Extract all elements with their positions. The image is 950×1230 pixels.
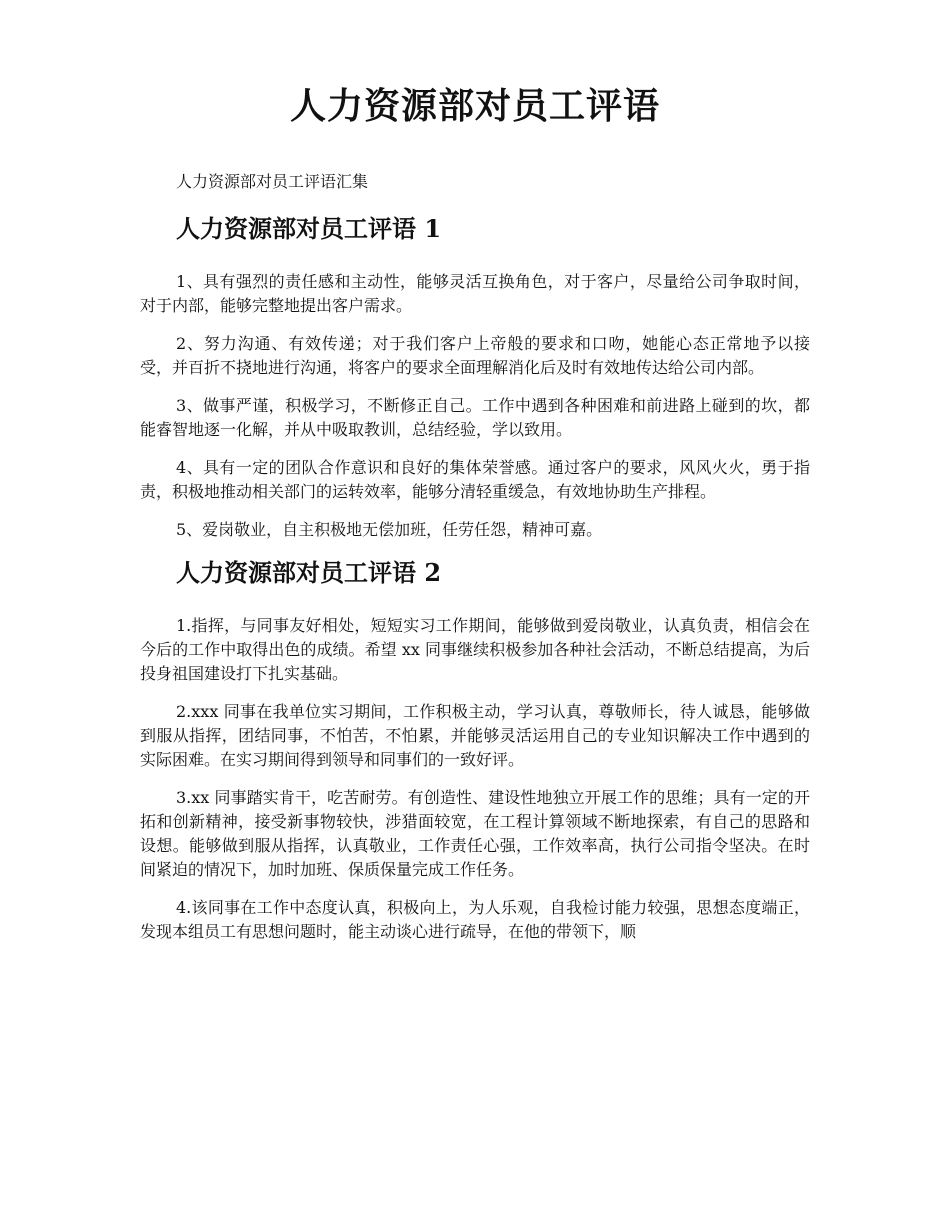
section-2: [140, 556, 810, 944]
paragraph: 1.指挥，与同事友好相处，短短实习工作期间，能够做到爱岗敬业，认真负责，相信会在今后的工作中取得出色的成绩。希望 xx 同事继续积极参加各种社会活动，不断总结提高，为后投身祖国建设打下扎实基础。: [140, 616, 810, 683]
section-heading: 人力资源部对员工评语 2: [176, 558, 442, 587]
section-heading: 人力资源部对员工评语 1: [176, 214, 442, 243]
paragraph: 1、具有强烈的责任感和主动性，能够灵活互换角色，对于客户，尽量给公司争取时间，对于内部，能够完整地提出客户需求。: [140, 272, 810, 315]
paragraph: 4、具有一定的团队合作意识和良好的集体荣誉感。通过客户的要求，风风火火，勇于指责，积极地推动相关部门的运转效率，能够分清轻重缓急，有效地协助生产排程。: [140, 458, 810, 501]
paragraph: 4.该同事在工作中态度认真，积极向上，为人乐观，自我检讨能力较强，思想态度端正，发现本组员工有思想问题时，能主动谈心进行疏导，在他的带领下，顺: [140, 898, 810, 941]
paragraph: 2、努力沟通、有效传递；对于我们客户上帝般的要求和口吻，她能心态正常地予以接受，并百折不挠地进行沟通，将客户的要求全面理解消化后及时有效地传达给公司内部。: [140, 334, 810, 377]
document-body: [140, 170, 810, 958]
paragraph: 5、爱岗敬业，自主积极地无偿加班，任劳任怨，精神可嘉。: [176, 520, 603, 539]
document-title: 人力资源部对员工评语: [289, 85, 660, 127]
document-subtitle: 人力资源部对员工评语汇集: [176, 172, 369, 191]
section-1: [140, 212, 810, 542]
paragraph: 2.xxx 同事在我单位实习期间，工作积极主动，学习认真，尊敬师长，待人诚恳，能够做到服从指挥，团结同事，不怕苦，不怕累，并能够灵活运用自己的专业知识解决工作中遇到的实际困难。在实习期间得到领导和同事们的一致好评。: [140, 702, 810, 769]
paragraph: 3、做事严谨，积极学习，不断修正自己。工作中遇到各种困难和前进路上碰到的坎，都能睿智地逐一化解，并从中吸取教训，总结经验，学以致用。: [140, 396, 810, 439]
paragraph: 3.xx 同事踏实肯干，吃苦耐劳。有创造性、建设性地独立开展工作的思维；具有一定的开拓和创新精神，接受新事物较快，涉猎面较宽，在工程计算领域不断地探索，有自己的思路和设想。能够做到服从指挥，认真敬业，工作责任心强，工作效率高，执行公司指令坚决。在时间紧迫的情况下，加时加班、保质保量完成工作任务。: [140, 788, 810, 879]
